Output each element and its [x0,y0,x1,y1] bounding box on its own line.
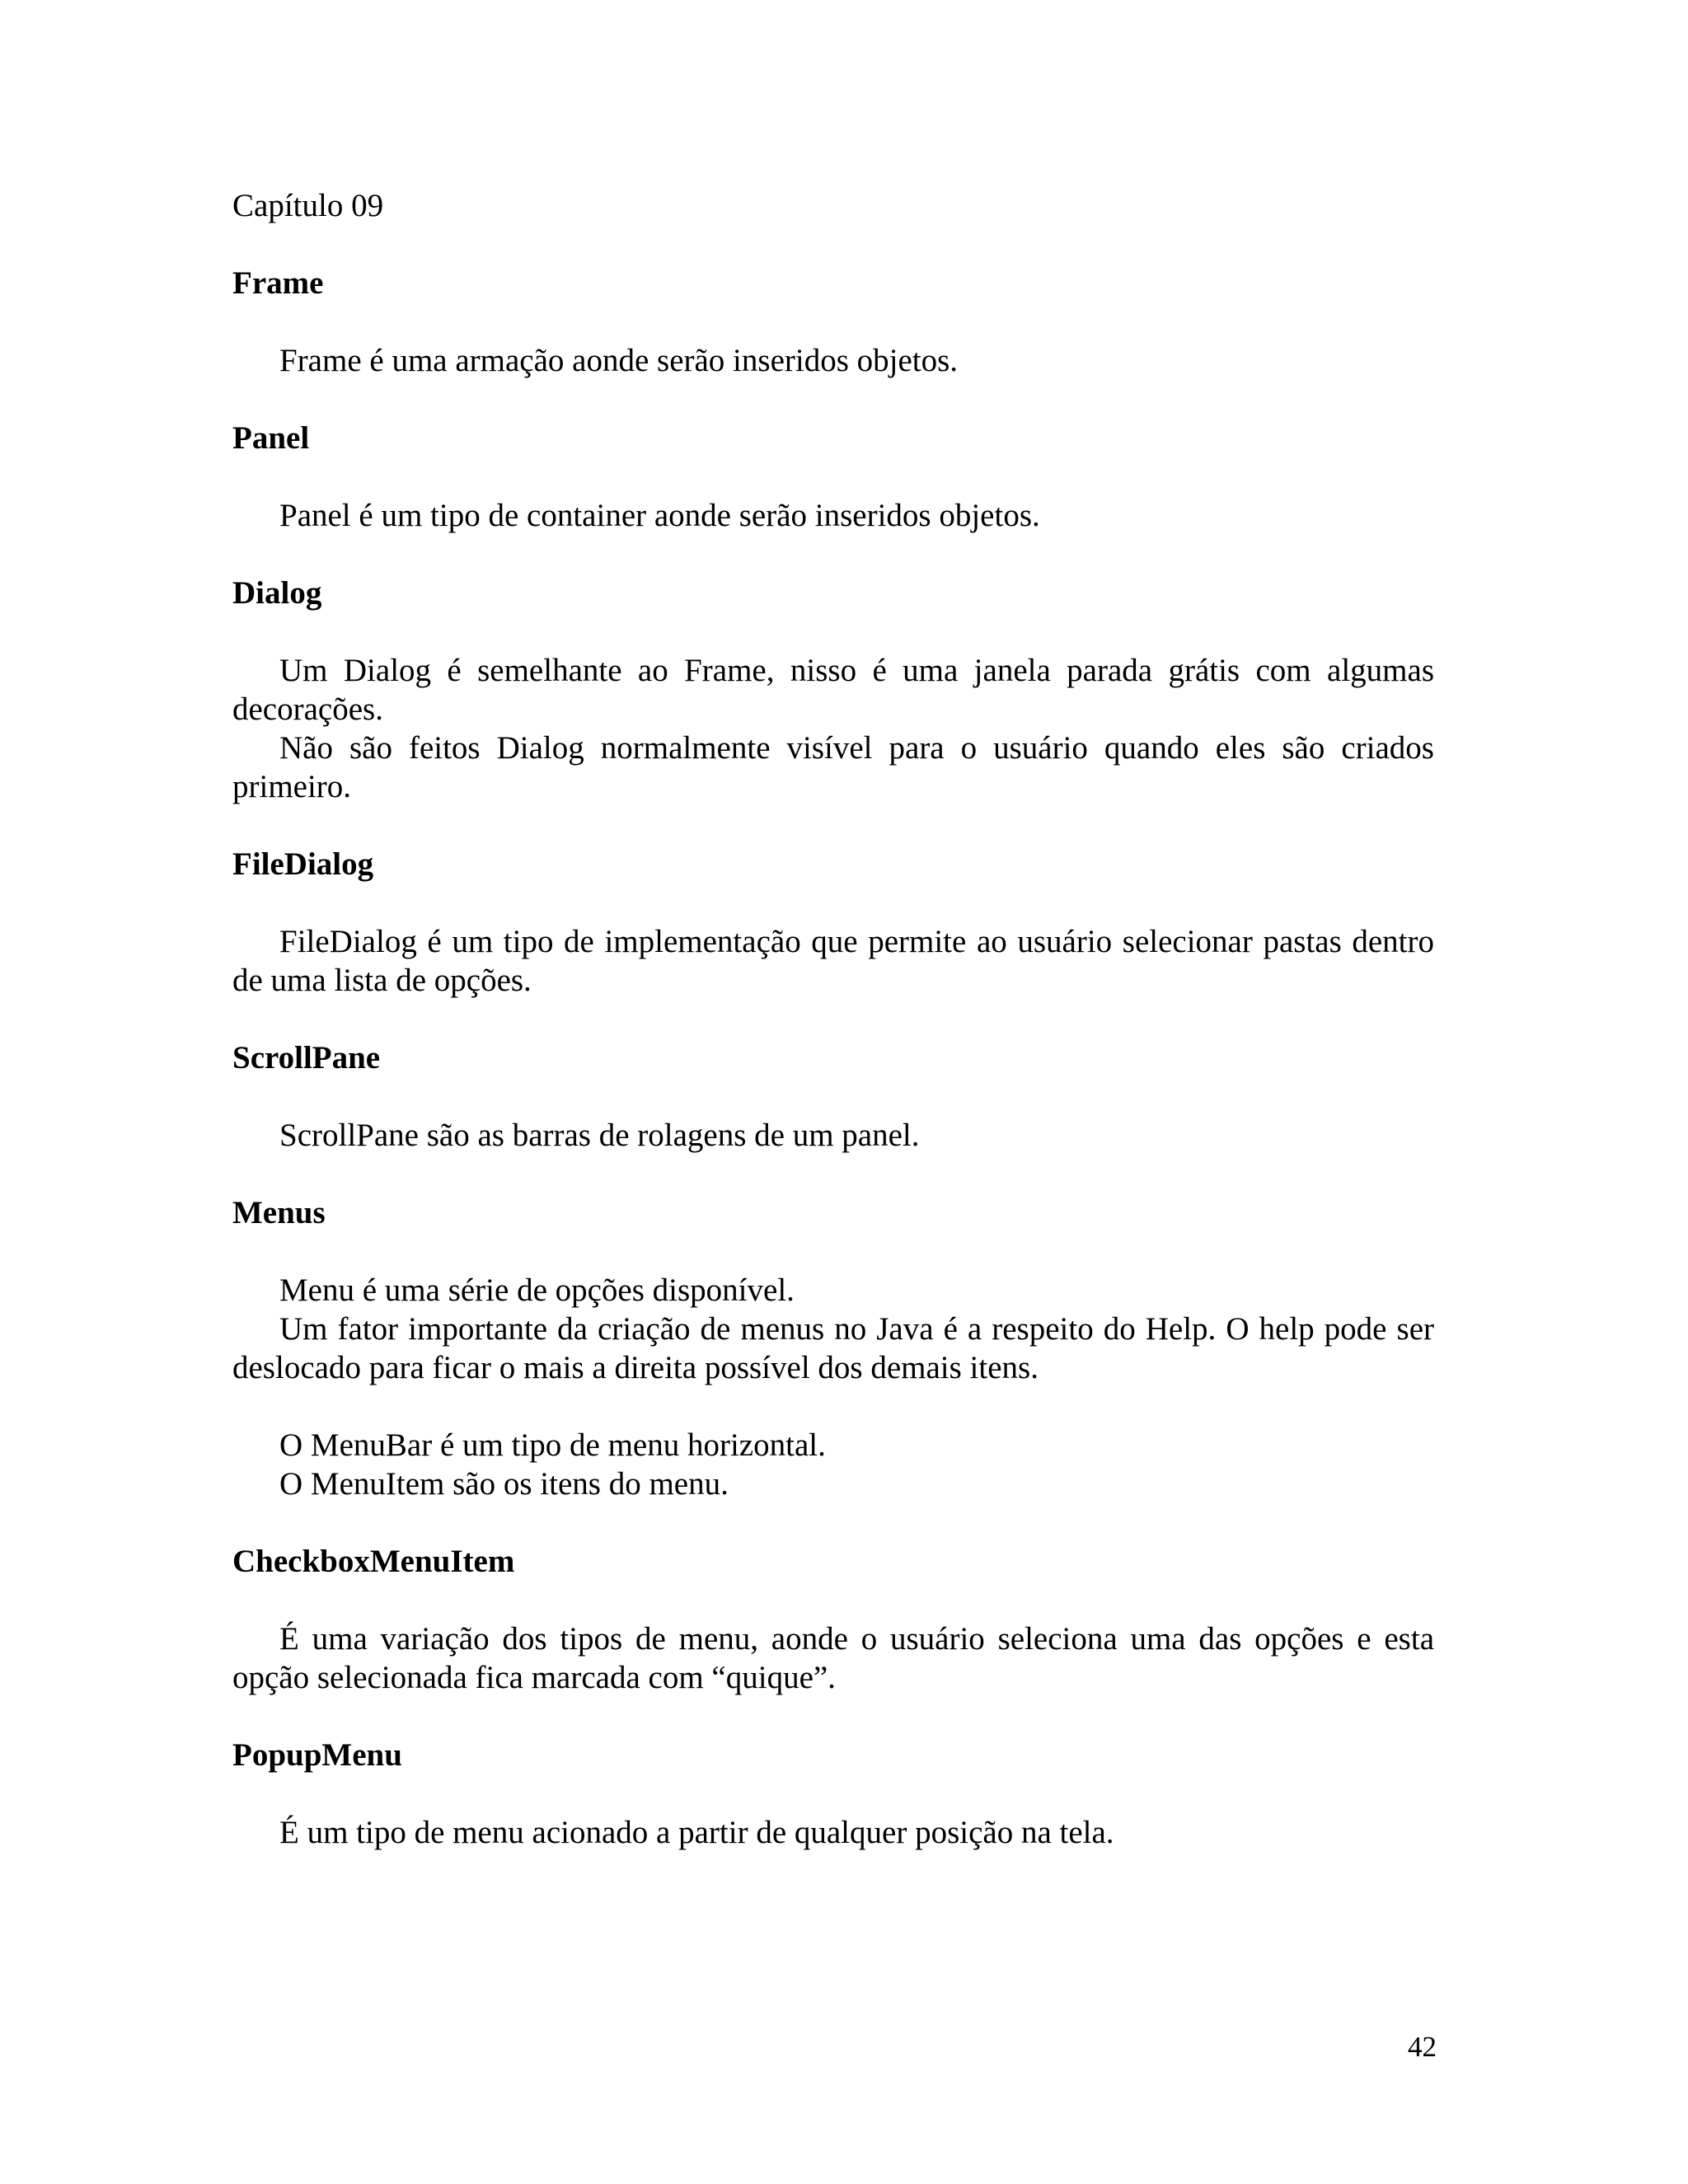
paragraph: FileDialog é um tipo de implementação que permite ao usuário selecionar pastas dentro de uma lista de opções. [232,924,1434,998]
section-body-popupmenu [232,1813,1434,1852]
chapter-heading: Capítulo 09 [232,188,384,223]
section-body-filedialog [232,922,1434,1000]
paragraph: O MenuBar é um tipo de menu horizontal. [279,1427,826,1463]
paragraph: É uma variação dos tipos de menu, aonde o usuário seleciona uma das opções e esta opção selecionada fica marcada com “quique”. [232,1621,1434,1695]
section-title-scrollpane: ScrollPane [232,1040,381,1076]
page-number: 42 [1408,2031,1437,2063]
section-body-scrollpane [232,1116,1434,1155]
section-body-dialog [232,651,1434,806]
paragraph: Frame é uma armação aonde serão inseridos objetos. [279,343,959,378]
section-body-menus-continued [232,1426,1434,1503]
section-title-popupmenu: PopupMenu [232,1737,402,1773]
section-title-checkboxmenuitem: CheckboxMenuItem [232,1544,515,1579]
section-title-dialog: Dialog [232,575,322,611]
paragraph: Um fator importante da criação de menus no Java é a respeito do Help. O help pode ser deslocado para ficar o mais a direita possível dos demais itens. [232,1311,1434,1385]
paragraph: O MenuItem são os itens do menu. [279,1466,729,1502]
section-title-filedialog: FileDialog [232,846,374,882]
paragraph: ScrollPane são as barras de rolagens de um panel. [279,1118,920,1153]
section-body-checkboxmenuitem [232,1619,1434,1697]
document-page [232,186,1434,1891]
paragraph: Um Dialog é semelhante ao Frame, nisso é uma janela parada grátis com algumas decorações. [232,653,1434,727]
section-body-panel [232,496,1434,535]
section-title-frame: Frame [232,265,324,301]
section-body-frame [232,341,1434,380]
section-body-menus [232,1271,1434,1387]
paragraph: Panel é um tipo de container aonde serão inseridos objetos. [279,498,1040,533]
paragraph: Não são feitos Dialog normalmente visível para o usuário quando eles são criados primeiro. [232,730,1434,804]
section-title-menus: Menus [232,1195,326,1230]
section-title-panel: Panel [232,420,310,456]
paragraph: É um tipo de menu acionado a partir de qualquer posição na tela. [279,1815,1114,1850]
paragraph: Menu é uma série de opções disponível. [279,1272,795,1308]
